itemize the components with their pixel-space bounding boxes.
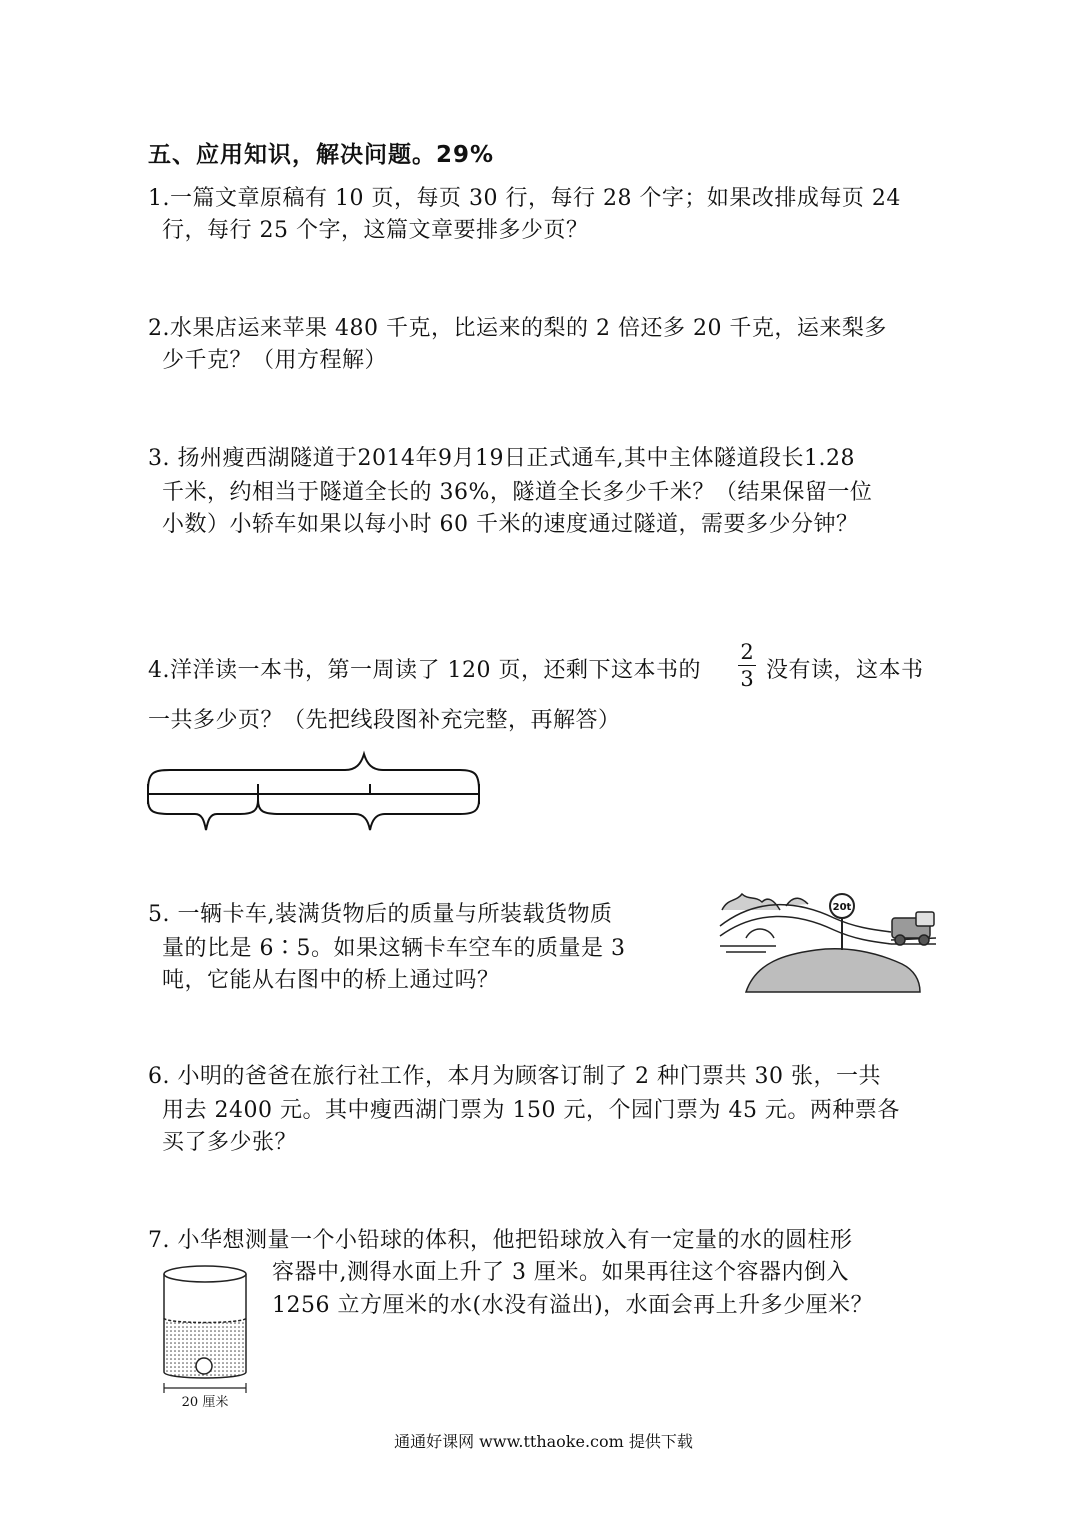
- cylinder-illustration: [158, 1262, 254, 1412]
- bridge-illustration: [716, 880, 938, 992]
- problem-5-line-3: 吨，它能从右图中的桥上通过吗？: [162, 968, 500, 993]
- footer-text: 通通好课网 www.tthaoke.com 提供下载: [394, 1432, 693, 1451]
- problem-2-line-1: 2.水果店运来苹果 480 千克，比运来的梨的 2 倍还多 20 千克，运来梨多: [148, 316, 887, 341]
- problem-7-line-2: 容器中,测得水面上升了 3 厘米。如果再往这个容器内倒入: [272, 1260, 849, 1285]
- problem-4-line-1-before: 4.洋洋读一本书，第一周读了 120 页，还剩下这本书的: [148, 658, 701, 683]
- hill: [746, 949, 920, 992]
- fraction-two-thirds: [738, 640, 756, 691]
- truck-icon: [892, 912, 934, 945]
- fraction-numerator: 2: [740, 640, 754, 664]
- problem-6-line-2: 用去 2400 元。其中瘦西湖门票为 150 元，个园门票为 45 元。两种票各: [162, 1098, 900, 1123]
- cylinder-diameter-label: 20 厘米: [181, 1395, 229, 1410]
- lead-ball: [196, 1358, 212, 1374]
- problem-7-line-3: 1256 立方厘米的水(水没有溢出)，水面会再上升多少厘米？: [272, 1293, 874, 1318]
- problem-3-line-3: 小数）小轿车如果以每小时 60 千米的速度通过隧道，需要多少分钟？: [162, 512, 859, 537]
- problem-1-line-2: 行，每行 25 个字，这篇文章要排多少页？: [162, 218, 589, 243]
- problem-6-line-1: 6. 小明的爸爸在旅行社工作，本月为顾客订制了 2 种门票共 30 张，一共: [148, 1064, 881, 1089]
- problem-2-line-2: 少千克？（用方程解）: [162, 348, 388, 373]
- bottom-brace-right: [258, 800, 479, 830]
- problem-4-line-1-after: 没有读，这本书: [766, 658, 924, 683]
- bridge-arch: [746, 929, 774, 938]
- problem-3-line-1: 3. 扬州瘦西湖隧道于2014年9月19日正式通车,其中主体隧道段长1.28: [148, 446, 855, 471]
- fraction-denominator: 3: [740, 667, 754, 691]
- problem-6-line-3: 买了多少张？: [162, 1130, 298, 1155]
- trees-background: [722, 894, 780, 910]
- problem-3-line-2: 千米，约相当于隧道全长的 36%，隧道全长多少千米？（结果保留一位: [162, 480, 873, 505]
- line-segment-diagram: [140, 750, 490, 840]
- weight-limit-label: 20t: [832, 902, 852, 913]
- water: [720, 946, 776, 952]
- section-title: 五、应用知识，解决问题。29%: [148, 142, 495, 168]
- problem-5-line-1: 5. 一辆卡车,装满货物后的质量与所装载货物质: [148, 902, 613, 927]
- problem-7-line-1: 7. 小华想测量一个小铅球的体积，他把铅球放入有一定量的水的圆柱形: [148, 1228, 853, 1253]
- bridge-deck-bottom: [720, 916, 891, 944]
- fraction-bar: [738, 665, 756, 666]
- bottom-brace-left: [148, 800, 258, 830]
- problem-4-line-2: 一共多少页？（先把线段图补充完整，再解答）: [148, 708, 621, 733]
- problem-1-line-1: 1.一篇文章原稿有 10 页，每页 30 行，每行 28 个字；如果改排成每页 24: [148, 186, 901, 211]
- top-brace: [148, 754, 479, 790]
- problem-5-line-2: 量的比是 6∶5。如果这辆卡车空车的质量是 3: [162, 936, 626, 961]
- cylinder-top: [164, 1266, 246, 1282]
